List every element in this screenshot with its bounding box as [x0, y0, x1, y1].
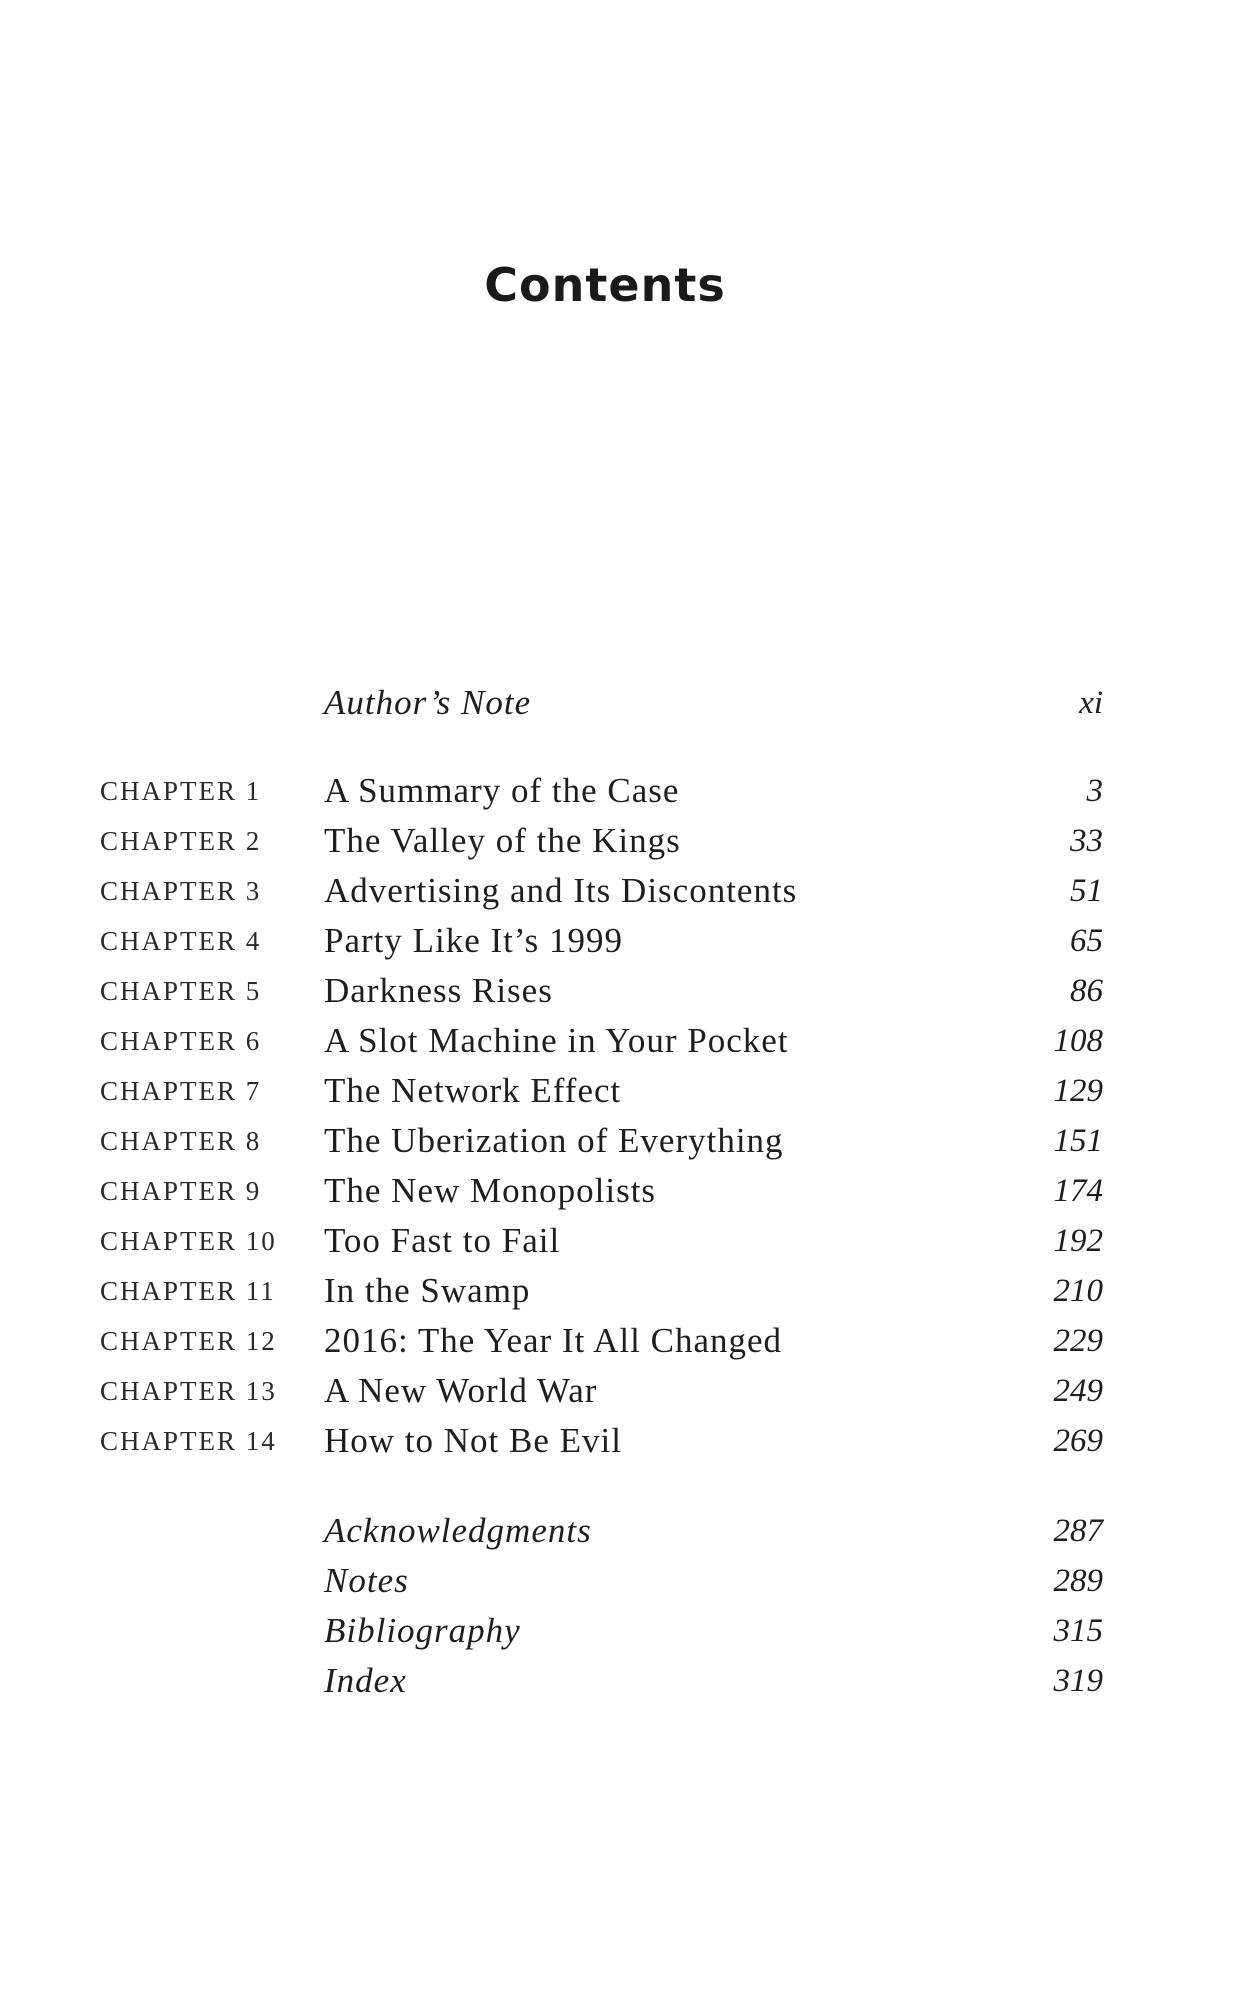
chapter-title: The New Monopolists [324, 1171, 657, 1210]
toc-entry-page: 319 [1053, 1663, 1103, 1699]
chapter-page: 65 [1070, 923, 1103, 959]
chapter-title: How to Not Be Evil [324, 1421, 622, 1460]
chapter-page: 229 [1053, 1323, 1103, 1359]
toc-chapter-4[interactable] [0, 916, 1239, 966]
chapter-title: Advertising and Its Discontents [324, 871, 798, 910]
chapter-label: CHAPTER 1 [100, 776, 262, 806]
chapter-title: A Slot Machine in Your Pocket [324, 1021, 789, 1060]
chapter-title: The Network Effect [324, 1071, 622, 1110]
toc-chapter-1[interactable] [0, 766, 1239, 816]
chapter-title: 2016: The Year It All Changed [324, 1321, 783, 1360]
toc-chapter-13[interactable] [0, 1366, 1239, 1416]
chapter-page: 3 [1086, 773, 1103, 809]
chapter-page: 108 [1053, 1023, 1103, 1059]
chapter-title: A Summary of the Case [324, 771, 680, 810]
chapter-label: CHAPTER 11 [100, 1276, 276, 1306]
toc-chapter-9[interactable] [0, 1166, 1239, 1216]
toc-chapter-14[interactable] [0, 1416, 1239, 1466]
toc-entry-title: Acknowledgments [324, 1511, 592, 1550]
toc-entry-title: Notes [324, 1561, 409, 1600]
chapter-label: CHAPTER 8 [100, 1126, 262, 1156]
chapter-title: The Uberization of Everything [324, 1121, 784, 1160]
toc-entry-authors-note[interactable] [0, 678, 1239, 728]
chapter-label: CHAPTER 10 [100, 1226, 277, 1256]
chapter-page: 129 [1053, 1073, 1103, 1109]
toc-chapter-10[interactable] [0, 1216, 1239, 1266]
chapter-page: 51 [1070, 873, 1103, 909]
chapter-title: In the Swamp [324, 1271, 531, 1310]
chapter-title: Darkness Rises [324, 971, 553, 1010]
toc-chapter-2[interactable] [0, 816, 1239, 866]
toc-chapter-12[interactable] [0, 1316, 1239, 1366]
toc-chapter-8[interactable] [0, 1116, 1239, 1166]
chapter-title: Too Fast to Fail [324, 1221, 561, 1260]
toc-entry-page: 287 [1053, 1513, 1103, 1549]
chapter-label: CHAPTER 14 [100, 1426, 277, 1456]
chapter-title: The Valley of the Kings [324, 821, 681, 860]
chapter-page: 192 [1053, 1223, 1103, 1259]
chapter-page: 249 [1053, 1373, 1103, 1409]
chapter-label: CHAPTER 12 [100, 1326, 277, 1356]
chapter-label: CHAPTER 13 [100, 1376, 277, 1406]
toc-chapter-5[interactable] [0, 966, 1239, 1016]
toc-entry-title: Index [324, 1661, 407, 1700]
chapter-page: 86 [1070, 973, 1103, 1009]
chapter-label: CHAPTER 4 [100, 926, 262, 956]
chapter-label: CHAPTER 3 [100, 876, 262, 906]
toc-entry-index[interactable] [0, 1656, 1239, 1706]
toc-entry-bibliography[interactable] [0, 1606, 1239, 1656]
chapter-label: CHAPTER 9 [100, 1176, 262, 1206]
toc-entry-notes[interactable] [0, 1556, 1239, 1606]
chapter-label: CHAPTER 5 [100, 976, 262, 1006]
toc-chapter-3[interactable] [0, 866, 1239, 916]
chapter-page: 33 [1070, 823, 1103, 859]
toc-entry-title: Author’s Note [324, 683, 532, 722]
toc-entry-title: Bibliography [324, 1611, 521, 1650]
chapter-label: CHAPTER 2 [100, 826, 262, 856]
chapter-page: 269 [1053, 1423, 1103, 1459]
toc-entry-page: 289 [1053, 1563, 1103, 1599]
toc-chapter-6[interactable] [0, 1016, 1239, 1066]
chapter-title: Party Like It’s 1999 [324, 921, 623, 960]
toc-chapter-7[interactable] [0, 1066, 1239, 1116]
toc-entry-acknowledgments[interactable] [0, 1506, 1239, 1556]
chapter-page: 151 [1053, 1123, 1103, 1159]
toc-chapter-11[interactable] [0, 1266, 1239, 1316]
chapter-title: A New World War [324, 1371, 598, 1410]
toc-entry-page: xi [1079, 685, 1103, 721]
page-title: Contents [484, 258, 726, 312]
chapter-page: 174 [1053, 1173, 1103, 1209]
chapter-label: CHAPTER 7 [100, 1076, 262, 1106]
toc-entry-page: 315 [1053, 1613, 1103, 1649]
chapter-page: 210 [1053, 1273, 1103, 1309]
chapter-label: CHAPTER 6 [100, 1026, 262, 1056]
